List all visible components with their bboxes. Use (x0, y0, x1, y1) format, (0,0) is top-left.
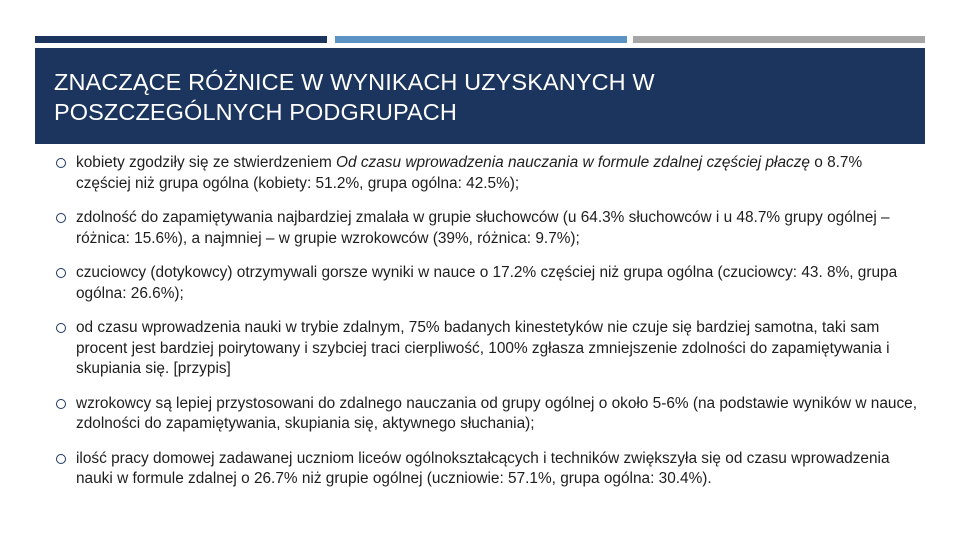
circle-bullet-icon (56, 454, 66, 464)
bullet-item-3 (57, 263, 917, 304)
bullet-text: od czasu wprowadzenia nauki w trybie zdalnym, 75% badanych kinestetyków nie czuje się bardziej samotna, taki sam procent jest bardziej poirytowany i szybciej traci cierpliwość, 100% zgłasza zmniejszenie zdolności do zapamiętywania i skupiania się. [przypis] (76, 319, 890, 377)
bullet-text: zdolność do zapamiętywania najbardziej zmalała w grupie słuchowców (u 64.3% słuchowców i u 48.7% grupy ogólnej – różnica: 15.6%), a najmniej – w grupie wzrokowców (39%, różnica: 9.7%); (76, 209, 890, 247)
bullet-item-4 (57, 318, 917, 380)
top-accent-bar-gray (633, 36, 925, 43)
bullet-text-suffix: o 8.7% częściej niż grupa ogólna (kobiety: 51.2%, grupa ogólna: 42.5%); (76, 154, 863, 192)
title-band (35, 48, 925, 144)
bullet-item-2 (57, 208, 917, 249)
bullet-text-prefix: kobiety zgodziły się ze stwierdzeniem (76, 154, 337, 171)
circle-bullet-icon (56, 213, 66, 223)
circle-bullet-icon (56, 323, 66, 333)
slide-title (54, 67, 925, 127)
bullet-item-6 (57, 449, 917, 490)
top-accent-bar-blue (335, 36, 627, 43)
top-accent-bar-dark (35, 36, 327, 43)
bullet-item-1 (57, 153, 917, 194)
title-line-2: POSZCZEGÓLNYCH PODGRUPACH (54, 99, 457, 125)
bullet-text: ilość pracy domowej zadawanej uczniom liceów ogólnokształcących i techników zwiększyła się od czasu wprowadzenia nauki w formule zdalnej o 26.7% niż grupie ogólnej (uczniowie: 57.1%, grupa ogólna: 30.4%). (76, 449, 890, 487)
bullet-text: czuciowcy (dotykowcy) otrzymywali gorsze wyniki w nauce o 17.2% częściej niż grupa ogólna (czuciowcy: 43. 8%, grupa ogólna: 26.6%); (76, 264, 898, 302)
circle-bullet-icon (56, 268, 66, 278)
circle-bullet-icon (56, 399, 66, 409)
circle-bullet-icon (56, 158, 66, 168)
bullet-list (57, 153, 917, 504)
bullet-item-5 (57, 394, 917, 435)
bullet-text-emphasis: Od czasu wprowadzenia nauczania w formule zdalnej częściej płaczę (336, 154, 810, 171)
bullet-text: wzrokowcy są lepiej przystosowani do zdalnego nauczania od grupy ogólnej o około 5-6% (na podstawie wyników w nauce, zdolności do zapamiętywania, skupiania się, aktywnego słuchania); (76, 394, 917, 432)
title-line-1: ZNACZĄCE RÓŻNICE W WYNIKACH UZYSKANYCH W (54, 69, 655, 95)
